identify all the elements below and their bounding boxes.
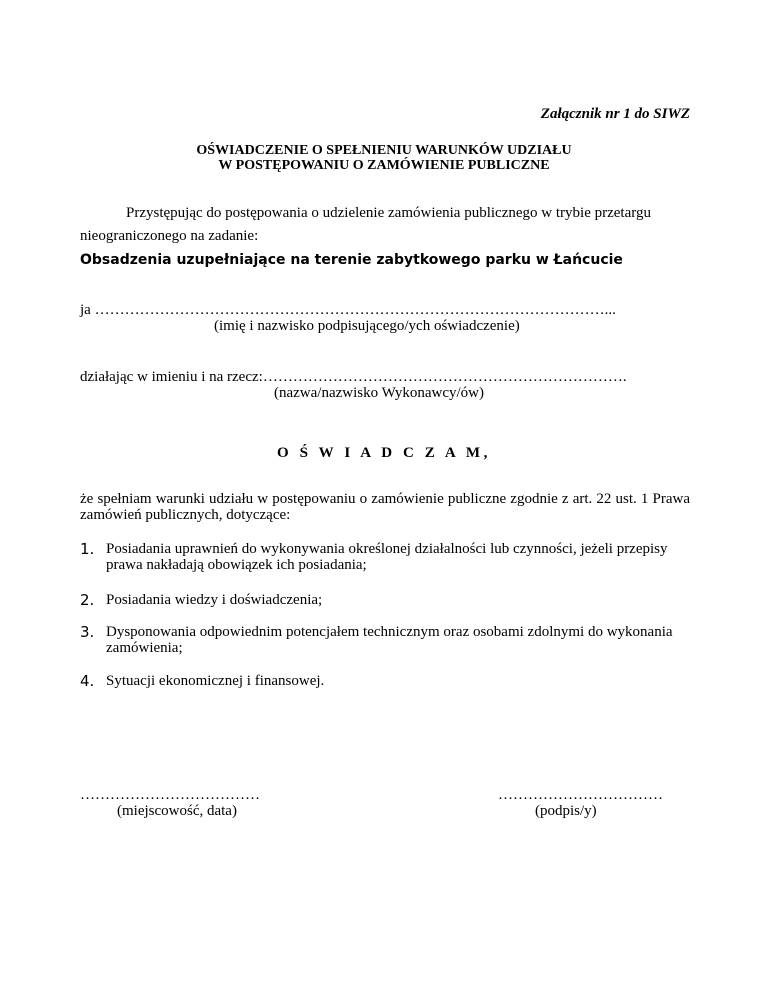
condition-number: 3. <box>80 623 95 641</box>
condition-text: Sytuacji ekonomicznej i finansowej. <box>106 673 325 689</box>
intro-line-2: nieograniczonego na zadanie: <box>80 228 259 244</box>
declaration-text: że spełniam warunki udziału w postępowaniu o zamówienie publiczne zgodnie z art. 22 ust. 1 Prawa zamówień publicznych, dotyczące: <box>80 491 690 523</box>
title-line-1: OŚWIADCZENIE O SPEŁNIENIU WARUNKÓW UDZIAŁU <box>196 143 572 158</box>
title-line-2: W POSTĘPOWANIU O ZAMÓWIENIE PUBLICZNE <box>218 158 550 173</box>
task-name: Obsadzenia uzupełniające na terenie zabytkowego parku w Łańcucie <box>80 252 623 268</box>
intro-line-1: Przystępując do postępowania o udzielenie zamówienia publicznego w trybie przetargu <box>126 205 651 221</box>
condition-number: 4. <box>80 672 95 690</box>
condition-text: Posiadania uprawnień do wykonywania określonej działalności lub czynności, jeżeli przepisy prawa nakładają obowiązek ich posiadania; <box>106 541 668 573</box>
behalf-line: działając w imieniu i na rzecz:………………………………………………………………. <box>80 369 627 385</box>
name-caption: (imię i nazwisko podpisującego/ych oświadczenie) <box>214 318 520 334</box>
behalf-caption: (nazwa/nazwisko Wykonawcy/ów) <box>274 385 484 401</box>
attachment-label: Załącznik nr 1 do SIWZ <box>540 106 690 122</box>
signature-caption: (podpis/y) <box>535 803 597 819</box>
place-date-dots: ……………………………… <box>80 787 260 803</box>
condition-number: 2. <box>80 591 95 609</box>
place-date-caption: (miejscowość, data) <box>117 803 237 819</box>
condition-number: 1. <box>80 540 95 558</box>
name-line: ja …………………………………………………………………………………………... <box>80 302 616 318</box>
signature-dots: …………………………… <box>498 787 663 803</box>
condition-text: Dysponowania odpowiednim potencjałem technicznym oraz osobami zdolnymi do wykonania zamówienia; <box>106 624 673 656</box>
declaration-heading: O Ś W I A D C Z A M, <box>277 445 491 461</box>
condition-text: Posiadania wiedzy i doświadczenia; <box>106 592 323 608</box>
